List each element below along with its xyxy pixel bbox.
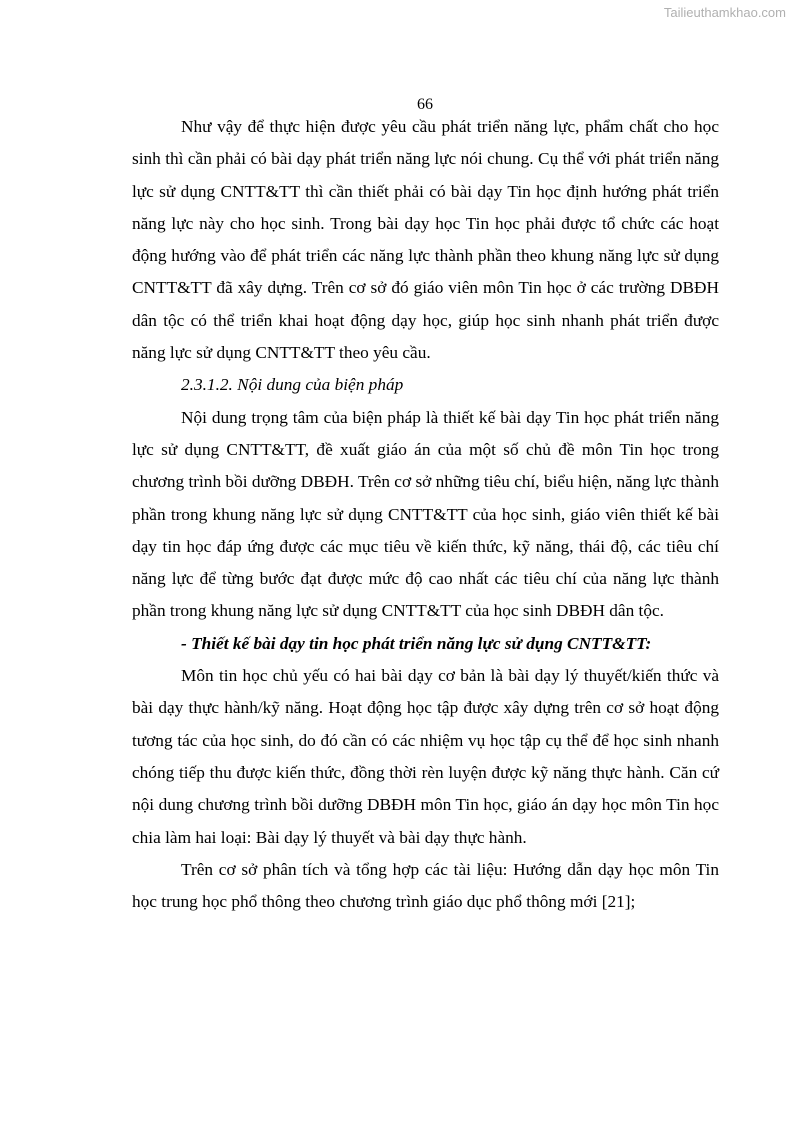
paragraph-4: Trên cơ sở phân tích và tổng hợp các tài liệu: Hướng dẫn dạy học môn Tin học trung học phổ thông theo chương trình giáo dục phổ thông mới [21]; [132,859,719,912]
subsection-heading: - Thiết kế bài dạy tin học phát triển năng lực sử dụng CNTT&TT: [181,633,652,653]
section-heading: 2.3.1.2. Nội dung của biện pháp [181,375,404,395]
paragraph-1: Như vậy để thực hiện được yêu cầu phát triển năng lực, phẩm chất cho học sinh thì cần phải có bài dạy phát triển năng lực nói chung. Cụ thể với phát triển năng lực sử dụng CNTT&TT thì cần thiết phải có bài dạy Tin học định hướng phát triển năng lực này cho học sinh. Trong bài dạy học Tin học phải được tổ chức các hoạt động hướng vào để phát triển các năng lực thành phần theo khung năng lực sử dụng CNTT&TT đã xây dựng. Trên cơ sở đó giáo viên môn Tin học ở các trường DBĐH dân tộc có thể triển khai hoạt động dạy học, giúp học sinh nhanh phát triển được năng lực sử dụng CNTT&TT theo yêu cầu. [132,117,719,363]
paragraph-2: Nội dung trọng tâm của biện pháp là thiết kế bài dạy Tin học phát triển năng lực sử dụng CNTT&TT, đề xuất giáo án của một số chủ đề môn Tin học trong chương trình bồi dưỡng DBĐH. Trên cơ sở những tiêu chí, biểu hiện, năng lực thành phần trong khung năng lực sử dụng CNTT&TT của học sinh, giáo viên thiết kế bài dạy tin học đáp ứng được các mục tiêu về kiến thức, kỹ năng, thái độ, các tiêu chí năng lực để từng bước đạt được mức độ cao nhất các tiêu chí của năng lực thành phần trong khung năng lực sử dụng CNTT&TT của học sinh DBĐH dân tộc. [132,407,719,621]
watermark: Tailieuthamkhao.com [663,5,786,20]
paragraph-3: Môn tin học chủ yếu có hai bài dạy cơ bản là bài dạy lý thuyết/kiến thức và bài dạy thực hành/kỹ năng. Hoạt động học tập được xây dựng trên cơ sở hoạt động tương tác của học sinh, do đó cần có các nhiệm vụ học tập cụ thể để học sinh nhanh chóng tiếp thu được kiến thức, đồng thời rèn luyện được kỹ năng thực hành. Căn cứ nội dung chương trình bồi dưỡng DBĐH môn Tin học, giáo án dạy học môn Tin học chia làm hai loại: Bài dạy lý thuyết và bài dạy thực hành. [132,666,719,847]
page-number: 66 [417,96,433,113]
body-text [132,111,719,918]
